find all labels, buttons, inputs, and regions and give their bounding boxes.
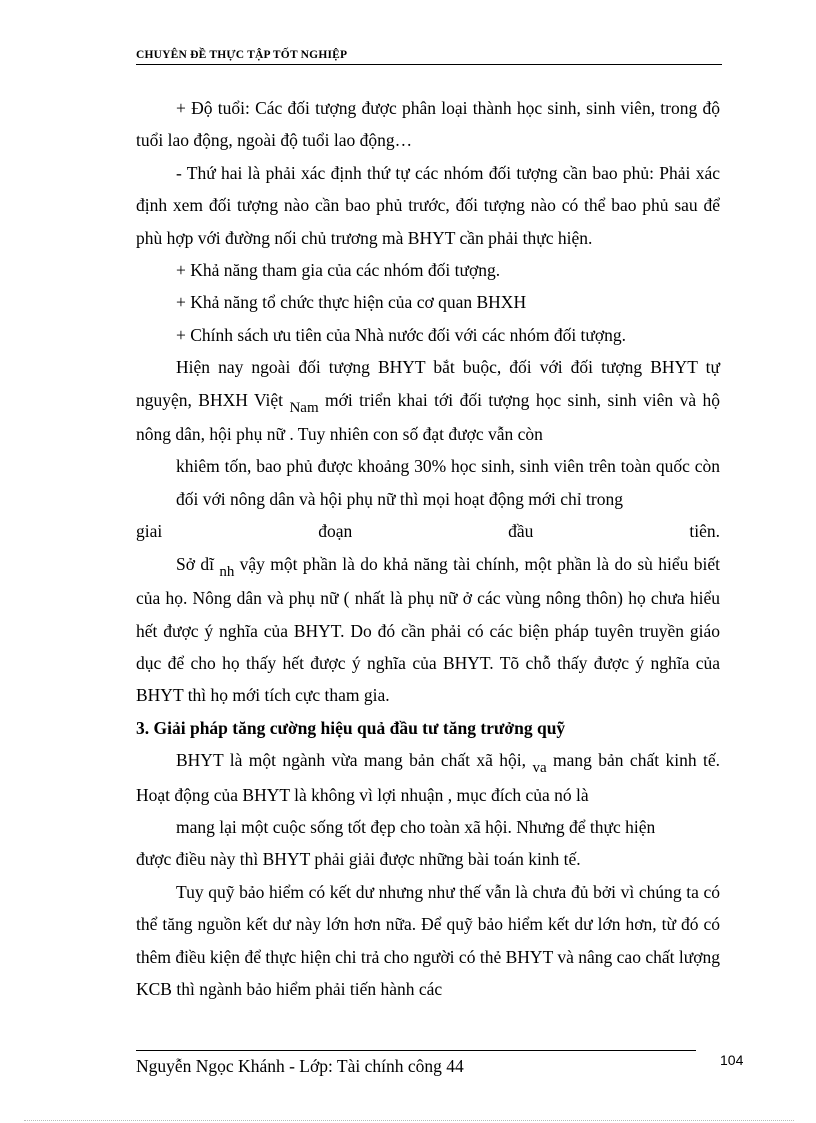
justified-last-line	[136, 515, 720, 547]
paragraph-coverage-rate: khiêm tốn, bao phủ được khoảng 30% học sinh, sinh viên trên toàn quốc còn đối với nông dân và hội phụ nữ thì mọi hoạt động mới chỉ trong	[176, 456, 720, 509]
paragraph-economics: được điều này thì BHYT phải giải được những bài toán kinh tế.	[136, 849, 581, 870]
paragraph-organization: + Khả năng tổ chức thực hiện của cơ quan BHXH	[176, 292, 527, 313]
footer-author: Nguyễn Ngọc Khánh - Lớp: Tài chính công 44	[136, 1056, 464, 1076]
section-heading: 3. Giải pháp tăng cường hiệu quả đầu tư tăng trưởng quỹ	[136, 717, 566, 738]
subscript-text: nh	[219, 563, 235, 580]
word: đầu	[508, 521, 534, 542]
page-edge-divider	[24, 1120, 794, 1121]
word: tiên.	[689, 521, 720, 542]
word: đoạn	[318, 521, 353, 542]
text-run: vậy một phần là do khả năng tài chính, một phần là do sù hiểu biết của họ. Nông dân và phụ nữ ( nhất là phụ nữ ở các vùng nông thôn) họ chưa hiểu hết được ý nghĩa của BHYT. Do đó cần phải có các biện pháp tuyên truyền giáo dục để cho họ thấy hết được ý nghĩa của BHYT. Tõ chỗ thấy được ý nghĩa của BHYT thì họ mới tích cực tham gia.	[136, 553, 720, 706]
text-run: Sở dĩ	[176, 553, 220, 574]
paragraph-priority-order: - Thứ hai là phải xác định thứ tự các nhóm đối tượng cần bao phủ: Phải xác định xem đối tượng nào cần bao phủ trước, đối tượng nào có thể bao phủ sau để phù hợp với đường nối chủ trương mà BHYT cần phải thực hiện.	[136, 162, 720, 248]
text-run: BHYT là một ngành vừa mang bản chất xã hội,	[176, 750, 533, 771]
subscript-text: va	[532, 760, 547, 777]
page-number: 104	[720, 1052, 744, 1068]
paragraph-current-coverage	[136, 351, 720, 450]
subscript-text: Nam	[289, 399, 319, 416]
paragraph-policy: + Chính sách ưu tiên của Nhà nước đối với các nhóm đối tượng.	[176, 324, 627, 345]
paragraph-fund-surplus: Tuy quỹ bảo hiểm có kết dư nhưng như thế vẫn là chưa đủ bởi vì chúng ta có thể tăng nguồn kết dư này lớn hơn nữa. Để quỹ bảo hiểm kết dư lớn hơn, từ đó có thêm điều kiện để thực hiện chi trả cho người có thẻ BHYT và nâng cao chất lượng KCB thì ngành bảo hiểm phải tiến hành các	[136, 881, 720, 999]
paragraph-participation: + Khả năng tham gia của các nhóm đối tượng.	[176, 260, 501, 281]
paragraph-reasons	[136, 548, 720, 712]
text-run: mang bản chất kinh tế. Hoạt động của BHYT là không vì lợi nhuận , mục đích của nó là	[136, 750, 720, 805]
paragraph-purpose: mang lại một cuộc sống tốt đẹp cho toàn xã hội. Nhưng để thực hiện	[176, 816, 656, 837]
word: giai	[136, 521, 163, 542]
text-run: mới triển khai tới đối tượng học sinh, sinh viên và hộ nông dân, hội phụ nữ . Tuy nhiên con số đạt được vẫn còn	[136, 389, 720, 445]
page-header: CHUYÊN ĐỀ THỰC TẬP TỐT NGHIỆP	[136, 48, 722, 65]
text-run: Hiện nay ngoài đối tượng BHYT bắt buộc, đối với đối tượng BHYT tự nguyện, BHXH Việt	[136, 357, 720, 410]
paragraph-age: + Độ tuổi: Các đối tượng được phân loại thành học sinh, sinh viên, trong độ tuổi lao động, ngoài độ tuổi lao động…	[136, 98, 720, 151]
paragraph-bhyt-nature	[136, 744, 720, 811]
footer-divider	[136, 1050, 696, 1051]
document-body	[136, 92, 720, 1005]
